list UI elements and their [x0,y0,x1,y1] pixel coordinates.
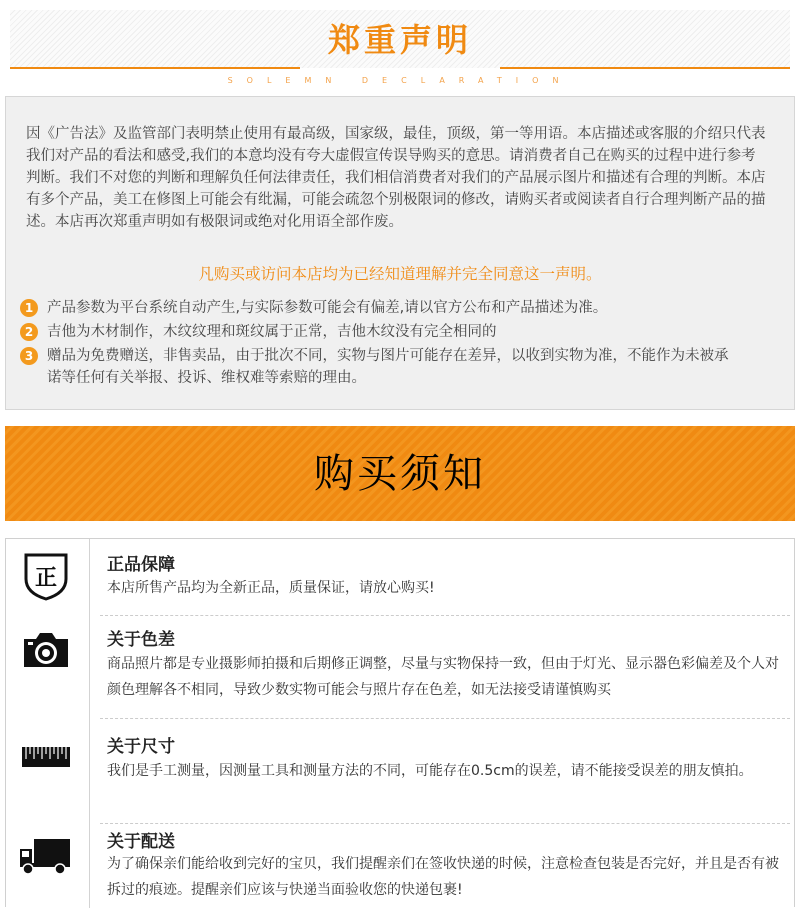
item-desc-delivery: 为了确保亲们能给收到完好的宝贝，我们提醒亲们在签收快递的时候，注意检查包装是否完好，并且是否有被拆过的痕迹。提醒亲们应该与快递当面验收您的快递包裹! [107,856,779,898]
camera-icon [18,625,74,675]
dashed-divider [100,615,790,616]
item-title-delivery: 关于配送 [107,832,175,852]
declaration-title: 郑重声明 [327,21,472,59]
number-2-icon: 2 [20,323,38,341]
banner-underline-left [10,67,300,69]
dashed-divider [100,718,790,719]
notice-banner [5,426,795,521]
note-text: 产品参数为平台系统自动产生,与实际参数可能会有偏差,请以官方公布和产品描述为准。 [47,300,608,316]
number-3-icon: 3 [20,347,38,365]
declaration-agreement: 凡购买或访问本店均为已经知道理解并完全同意这一声明。 [198,265,602,283]
declaration-body: 因《广告法》及监管部门表明禁止使用有最高级，国家级，最佳，顶级，第一等用语。本店描述或客服的介绍只代表我们对产品的看法和感受,我们的本意均没有夸大虚假宣传误导购买的意思。请消费者自己在购买的过程中进行参考判断。我们不对您的判断和理解负任何法律责任，我们相信消费者对我们的产品展示图片和描述有合理的判断。本店有多个产品，美工在修图上可能会有纰漏，可能会疏忽个别极限词的修改，请购买者或阅读者自行合理判断产品的描述。本店再次郑重声明如有极限词或绝对化用语全部作废。 [26,126,766,230]
notice-title: 购买须知 [314,451,486,497]
ruler-icon [18,733,74,783]
item-desc-color: 商品照片都是专业摄影师拍摄和后期修正调整，尽量与实物保持一致，但由于灯光、显示器色彩偏差及个人对颜色理解各不相同，导致少数实物可能会与照片存在色差，如无法接受请谨慎购买 [107,656,779,698]
item-title-genuine: 正品保障 [107,555,175,575]
notice-panel [5,538,795,907]
note-text: 吉他为木材制作，木纹纹理和斑纹属于正常，吉他木纹没有完全相同的 [47,324,497,340]
declaration-subtitle: SOLEMN DECLARATION [227,76,573,85]
number-1-icon: 1 [20,299,38,317]
column-divider [89,539,90,908]
item-title-color: 关于色差 [107,630,175,650]
banner-underline-right [500,67,790,69]
shield-badge-text: 正 [34,566,58,591]
declaration-header [0,0,800,92]
truck-icon [18,829,74,879]
shield-zheng-icon [18,551,74,601]
dashed-divider [100,823,790,824]
item-desc-size: 我们是手工测量，因测量工具和测量方法的不同，可能存在0.5cm的误差，请不能接受误差的朋友慎拍。 [107,763,753,779]
note-text: 赠品为免费赠送，非售卖品，由于批次不同，实物与图片可能存在差异，以收到实物为准，不能作为未被承诺等任何有关举报、投诉、维权难等索赔的理由。 [47,348,729,386]
declaration-panel [5,96,795,410]
item-title-size: 关于尺寸 [107,737,175,757]
item-desc-genuine: 本店所售产品均为全新正品，质量保证，请放心购买! [107,580,435,596]
